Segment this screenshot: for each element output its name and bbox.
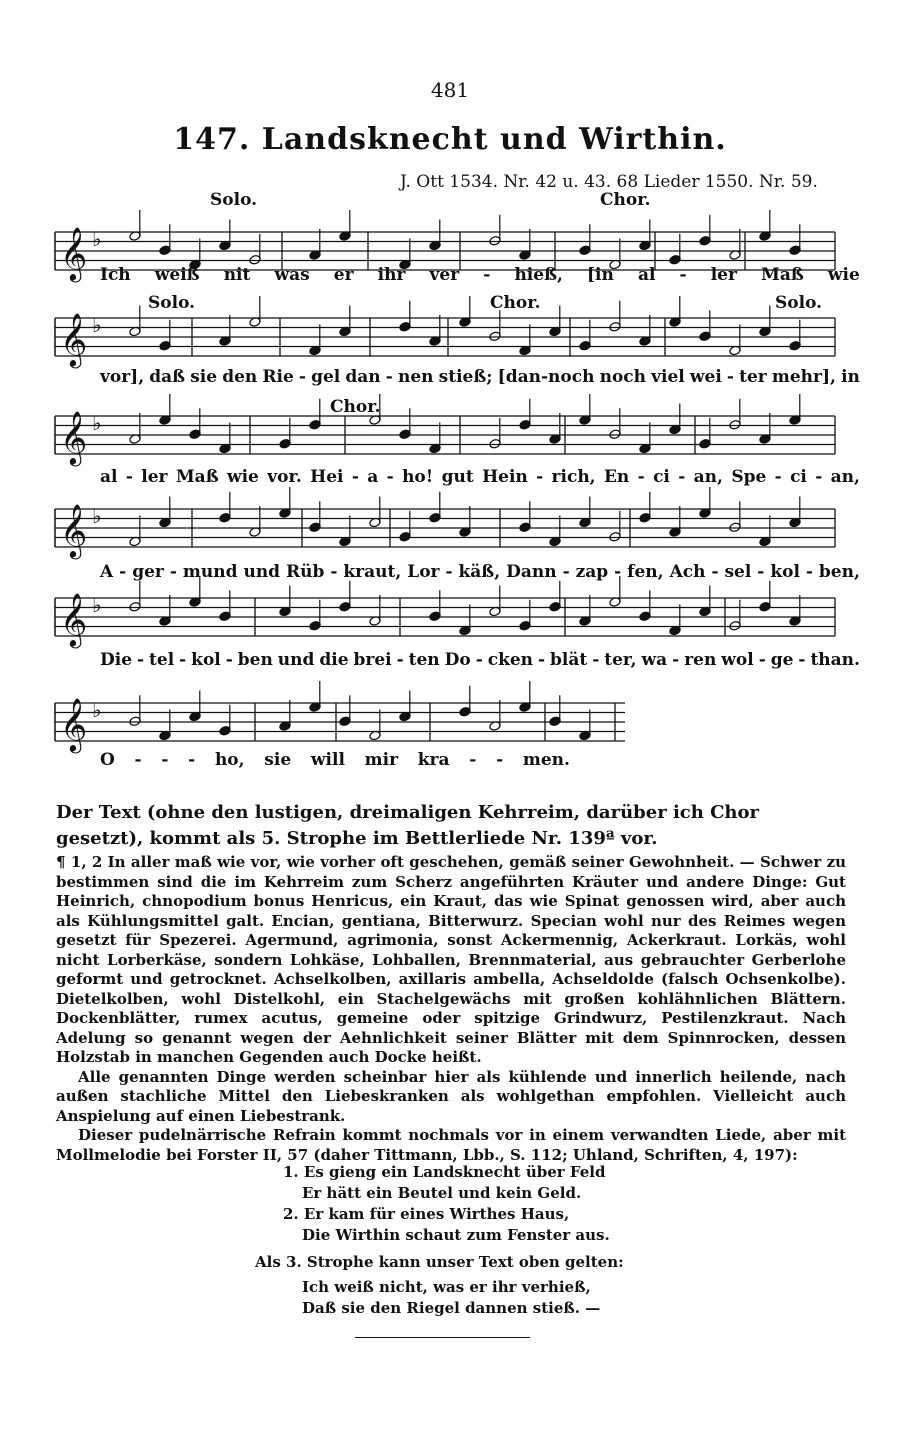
text-note: Der Text (ohne den lustigen, dreimaligen Kehrreim, darüber ich Chor gesetzt), kommt als 5. Strophe im Bettlerliede Nr. 139ª vor. <box>56 802 760 849</box>
flat-icon: ♭ <box>92 313 102 337</box>
lyric-syllable: wie <box>827 265 860 285</box>
commentary-paragraph: ¶ 1, 2 In aller maß wie vor, wie vorher oft geschehen, gemäß seiner Gewohnheit. — Schwer zu bestimmen sind die im Kehrreim zum Scherz angeführten Kräuter und andere Dinge: Gut Heinrich, chnopodium bonus Henricus, ein Kraut, das wie Spinat genossen wird, aber auch als Kühlungsmittel galt. Encian, gentiana, Bitterwurz. Specian wohl nur des Reimes wegen gesetzt für Spezerei. Agermund, agrimonia, sonst Ackermennig, Ackerkraut. Lorkäs, wohl nicht Lorberkäse, sondern Lohkäse, Lohballen, Brennmaterial, aus gebrauchter Gerberlohe geformt und getrocknet. Achselkolben, axillaris ambella, Achseldolde (falsch Ochsenkolbe). Dietelkolben, wohl Distelkohl, ein Stachelgewächs mit großen kohlähnlichen Blättern. Dockenblätter, rumex acutus, gemeine oder spitzige Grindwurz, Pestilenzkraut. Nach Adelung so genannt wegen der Aehnlichkeit seiner Blätter mit dem Spinnrocken, dessen Holzstab in manchen Gegenden auch Docke heißt. <box>56 853 846 1066</box>
lyric-syllable: than. <box>810 650 860 670</box>
lyric-syllable: - <box>678 467 686 487</box>
lyric-syllable: nit <box>223 265 251 285</box>
page-number: 481 <box>430 78 470 102</box>
lyric-syllable: nen <box>397 367 434 387</box>
lyric-syllable: daß <box>149 367 186 387</box>
lyric-syllable: kol <box>770 562 800 582</box>
lyric-syllable: kraut, <box>343 562 402 582</box>
commentary <box>56 853 846 1165</box>
lyric-syllable: mir <box>364 750 399 770</box>
verse-intro: Als 3. Strophe kann unser Text oben gelten: <box>255 1253 624 1271</box>
lyric-syllable: wol <box>721 650 754 670</box>
treble-clef-icon: 𝄞 <box>60 410 88 464</box>
lyric-syllable: fen, <box>627 562 664 582</box>
lyric-syllable: - <box>592 650 600 670</box>
lyric-syllable: - <box>161 750 169 770</box>
flat-icon: ♭ <box>92 227 102 251</box>
lyric-syllable: Maß <box>761 265 804 285</box>
lyric-syllable: zap <box>575 562 609 582</box>
lyric-syllable: al <box>637 265 656 285</box>
label-chor-3: Chor. <box>330 397 381 417</box>
lyric-syllable: - <box>798 650 806 670</box>
lyric-syllable: - <box>483 265 491 285</box>
lyric-syllable: - <box>774 467 782 487</box>
lyric-syllable: Hein <box>482 467 528 487</box>
lyric-syllable: Lor <box>407 562 440 582</box>
lyric-syllable: [dan-noch <box>497 367 595 387</box>
lyric-syllable: kra <box>417 750 450 770</box>
lyric-syllable: ihr <box>377 265 406 285</box>
lyric-syllable: O <box>100 750 115 770</box>
verse-line: Die Wirthin schaut zum Fenster aus. <box>302 1226 610 1244</box>
lyric-syllable: will <box>310 750 345 770</box>
lyric-syllable: gel <box>311 367 341 387</box>
lyric-syllable: - <box>445 562 453 582</box>
lyric-syllable: En <box>603 467 630 487</box>
label-solo-2: Solo. <box>148 293 196 313</box>
staff <box>55 487 835 559</box>
lyric-syllable: ben, <box>818 562 860 582</box>
lyric-syllable: Maß <box>175 467 219 487</box>
flat-icon: ♭ <box>92 504 102 528</box>
lyric-syllable: was <box>274 265 310 285</box>
lyrics-line-3 <box>100 467 860 487</box>
lyric-syllable: - <box>385 367 393 387</box>
lyric-syllable: ben <box>237 650 273 670</box>
forster-verse <box>283 1162 610 1246</box>
lyric-syllable: - <box>614 562 622 582</box>
lyric-syllable: - <box>679 265 687 285</box>
lyric-syllable: - <box>188 750 196 770</box>
lyric-syllable: - <box>225 650 233 670</box>
lyric-syllable: brei <box>353 650 392 670</box>
lyric-syllable: - <box>562 562 570 582</box>
lyric-syllable: a <box>367 467 379 487</box>
lyric-syllable: Rie <box>262 367 294 387</box>
treble-clef-icon: 𝄞 <box>60 697 88 751</box>
lyric-syllable: ger <box>132 562 164 582</box>
treble-clef-icon: 𝄞 <box>60 592 88 646</box>
lyric-syllable: men. <box>522 750 570 770</box>
lyric-syllable: - <box>298 367 306 387</box>
lyric-syllable: - <box>757 562 765 582</box>
lyric-syllable: Ach <box>669 562 706 582</box>
commentary-paragraph: Dieser pudelnärrische Refrain kommt nochmals vor in einem verwandten Liede, aber mit Mollmelodie bei Forster II, 57 (daher Tittmann, Lbb., S. 112; Uhland, Schriften, 4, 197): <box>56 1126 846 1164</box>
lyric-syllable: ci <box>790 467 807 487</box>
staff <box>55 296 835 368</box>
label-chor-1: Chor. <box>600 190 651 210</box>
lyric-syllable: kol <box>191 650 221 670</box>
lyric-syllable: - <box>475 650 483 670</box>
flat-icon: ♭ <box>92 593 102 617</box>
lyric-syllable: Rüb <box>286 562 325 582</box>
lyrics-line-1 <box>100 265 860 285</box>
lyric-syllable: ho, <box>214 750 245 770</box>
lyric-syllable: in <box>841 367 860 387</box>
lyric-syllable: - <box>637 467 645 487</box>
lyric-syllable: Dann <box>506 562 557 582</box>
lyrics-line-6 <box>100 750 570 770</box>
lyric-syllable: Hei <box>310 467 344 487</box>
song-title: 147. Landsknecht und Wirthin. <box>173 122 727 157</box>
lyric-syllable: sel <box>724 562 752 582</box>
lyric-syllable: Do <box>444 650 471 670</box>
lyric-syllable: - <box>179 650 187 670</box>
lyric-syllable: - <box>726 367 734 387</box>
lyric-syllable: [in <box>587 265 614 285</box>
lyric-syllable: - <box>805 562 813 582</box>
lyric-syllable: - <box>137 650 145 670</box>
lyric-syllable: dan <box>345 367 381 387</box>
treble-clef-icon: 𝄞 <box>60 312 88 366</box>
verse-line: Er hätt ein Beutel und kein Geld. <box>302 1184 582 1202</box>
commentary-paragraph: Alle genannten Dinge werden scheinbar hier als kühlende und innerlich heilende, nach außen stachliche Mittel den Liebeskranken als wohlgethan empfohlen. Vielleicht auch Anspielung auf einen Liebestrank. <box>56 1067 846 1125</box>
lyric-syllable: ho! <box>402 467 434 487</box>
lyric-syllable: - <box>536 467 544 487</box>
verse-line: Ich weiß nicht, was er ihr verhieß, <box>302 1278 591 1296</box>
lyric-syllable: - <box>672 650 680 670</box>
lyric-syllable: cken <box>487 650 534 670</box>
lyric-syllable: mund <box>182 562 238 582</box>
flat-icon: ♭ <box>92 698 102 722</box>
staff <box>55 394 835 466</box>
lyric-syllable: - <box>134 750 142 770</box>
lyric-syllable: er <box>333 265 354 285</box>
lyric-syllable: A <box>100 562 114 582</box>
lyric-syllable: hieß, <box>514 265 563 285</box>
closing-rule <box>355 1337 530 1338</box>
third-strophe <box>302 1277 600 1319</box>
label-chor-2: Chor. <box>490 293 541 313</box>
lyric-syllable: wa <box>641 650 668 670</box>
lyric-syllable: - <box>119 562 127 582</box>
lyric-syllable: - <box>169 562 177 582</box>
lyric-syllable: - <box>538 650 546 670</box>
flat-icon: ♭ <box>92 411 102 435</box>
lyric-syllable: Ich <box>100 265 131 285</box>
lyric-syllable: und <box>243 562 281 582</box>
staff <box>55 681 625 753</box>
lyric-syllable: wei <box>689 367 722 387</box>
treble-clef-icon: 𝄞 <box>60 226 88 280</box>
lyric-syllable: wie <box>226 467 259 487</box>
treble-clef-icon: 𝄞 <box>60 503 88 557</box>
lyric-syllable: sie <box>190 367 218 387</box>
lyric-syllable: noch <box>599 367 646 387</box>
lyric-syllable: - <box>469 750 477 770</box>
lyric-syllable: - <box>496 750 504 770</box>
lyric-syllable: ter, <box>604 650 637 670</box>
lyric-syllable: an, <box>830 467 860 487</box>
lyric-syllable: ler <box>141 467 168 487</box>
lyric-syllable: käß, <box>458 562 501 582</box>
lyric-syllable: ten <box>408 650 440 670</box>
lyric-syllable: ver <box>429 265 460 285</box>
lyric-syllable: tel <box>149 650 175 670</box>
lyric-syllable: Spe <box>731 467 767 487</box>
lyric-syllable: - <box>386 467 394 487</box>
lyric-syllable: mehr], <box>771 367 836 387</box>
lyric-syllable: den <box>222 367 258 387</box>
lyric-syllable: ci <box>653 467 670 487</box>
lyric-syllable: sie <box>264 750 292 770</box>
lyric-syllable: blät <box>550 650 588 670</box>
lyric-syllable: rich, <box>551 467 596 487</box>
lyric-syllable: - <box>125 467 133 487</box>
lyric-syllable: ler <box>710 265 737 285</box>
lyrics-line-5 <box>100 650 860 670</box>
lyric-syllable: al <box>100 467 118 487</box>
lyric-syllable: die <box>319 650 349 670</box>
verse-line: Daß sie den Riegel dannen stieß. — <box>302 1299 601 1317</box>
staff <box>55 576 835 648</box>
label-solo-3: Solo. <box>775 293 823 313</box>
label-solo-1: Solo. <box>210 190 258 210</box>
lyric-syllable: - <box>351 467 359 487</box>
lyric-syllable: ren <box>684 650 717 670</box>
lyric-syllable: ter <box>739 367 767 387</box>
verse-line: 1. Es gieng ein Landsknecht über Feld <box>283 1163 606 1181</box>
lyric-syllable: - <box>330 562 338 582</box>
lyrics-line-4 <box>100 562 860 582</box>
lyric-syllable: gut <box>441 467 474 487</box>
lyric-syllable: - <box>711 562 719 582</box>
lyric-syllable: vor], <box>100 367 145 387</box>
lyric-syllable: viel <box>651 367 685 387</box>
lyric-syllable: und <box>277 650 315 670</box>
lyric-syllable: vor. <box>267 467 302 487</box>
lyric-syllable: ge <box>770 650 794 670</box>
lyric-syllable: weiß <box>154 265 200 285</box>
lyric-syllable: - <box>396 650 404 670</box>
verse-line: 2. Er kam für eines Wirthes Haus, <box>283 1205 570 1223</box>
lyric-syllable: an, <box>693 467 723 487</box>
lyric-syllable: stieß; <box>438 367 493 387</box>
lyric-syllable: - <box>815 467 823 487</box>
source-reference: J. Ott 1534. Nr. 42 u. 43. 68 Lieder 1550. Nr. 59. <box>400 172 818 192</box>
lyric-syllable: Die <box>100 650 133 670</box>
lyric-syllable: - <box>758 650 766 670</box>
lyrics-line-2 <box>100 367 860 387</box>
